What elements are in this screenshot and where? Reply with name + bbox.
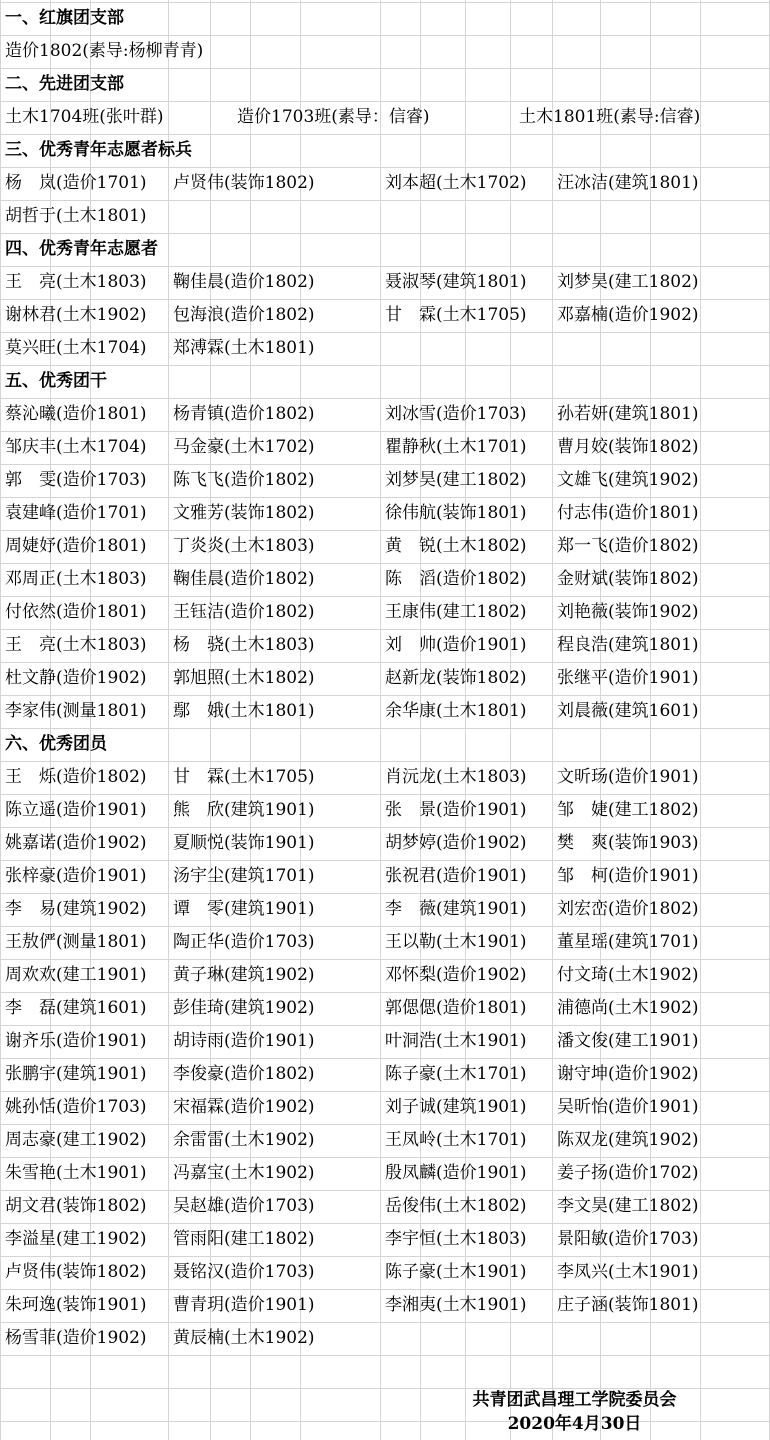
honoree-entry: 胡哲于(土木1801) [5, 206, 147, 226]
honoree-entry: 包海浪(造价1802) [173, 305, 315, 325]
honoree-entry: 黄子琳(建筑1902) [173, 965, 315, 985]
table-row [0, 596, 770, 629]
honoree-entry: 丁炎炎(土木1803) [173, 536, 315, 556]
honoree-entry: 叶洞浩(土木1901) [385, 1031, 527, 1051]
grid-line-horizontal [0, 695, 770, 696]
honoree-entry: 张祝君(造价1901) [385, 866, 527, 886]
grid-line-horizontal [0, 497, 770, 498]
honoree-entry: 程良浩(建筑1801) [557, 635, 699, 655]
honoree-entry: 周欢欢(建工1901) [5, 965, 147, 985]
grid-line-horizontal [0, 992, 770, 993]
honoree-entry: 土木1704班(张叶群) [5, 107, 164, 127]
table-row [0, 1091, 770, 1124]
table-row [0, 629, 770, 662]
honoree-entry: 李文昊(建工1802) [557, 1196, 699, 1216]
honoree-entry: 汪冰洁(建筑1801) [557, 173, 699, 193]
table-row [0, 35, 770, 68]
honoree-entry: 陈双龙(建筑1902) [557, 1130, 699, 1150]
honoree-entry: 王 亮(土木1803) [5, 272, 147, 292]
honoree-entry: 胡文君(装饰1802) [5, 1196, 147, 1216]
honoree-entry: 付依然(造价1801) [5, 602, 147, 622]
grid-line-horizontal [0, 959, 770, 960]
issuer-organization: 共青团武昌理工学院委员会 [472, 1390, 677, 1410]
honoree-entry: 李家伟(测量1801) [5, 701, 147, 721]
honoree-entry: 邹 柯(造价1901) [557, 866, 699, 886]
honoree-entry: 浦德尚(土木1902) [557, 998, 699, 1018]
issue-date: 2020年4月30日 [507, 1414, 642, 1434]
honoree-entry: 蔡沁曦(造价1801) [5, 404, 147, 424]
honoree-entry: 黄 锐(土木1802) [385, 536, 527, 556]
honoree-entry: 陈立遥(造价1901) [5, 800, 147, 820]
honoree-entry: 殷凤麟(造价1901) [385, 1163, 527, 1183]
honoree-entry: 邹 婕(建工1802) [557, 800, 699, 820]
honoree-entry: 李湘夷(土木1901) [385, 1295, 527, 1315]
honoree-entry: 刘 帅(造价1901) [385, 635, 527, 655]
honoree-entry: 鄢 娥(土木1801) [173, 701, 315, 721]
honoree-entry: 赵新龙(装饰1802) [385, 668, 527, 688]
table-row [0, 1322, 770, 1355]
section-heading: 二、先进团支部 [5, 74, 124, 94]
honoree-entry: 瞿静秋(土木1701) [385, 437, 527, 457]
section-heading: 一、红旗团支部 [5, 8, 124, 28]
section-heading: 六、优秀团员 [5, 734, 107, 754]
table-row [0, 530, 770, 563]
honoree-entry: 王以勒(土木1901) [385, 932, 527, 952]
honoree-entry: 彭佳琦(建筑1902) [173, 998, 315, 1018]
honoree-entry: 郭 雯(造价1703) [5, 470, 147, 490]
table-row [0, 860, 770, 893]
honoree-entry: 文昕玚(造价1901) [557, 767, 699, 787]
grid-line-horizontal [0, 1322, 770, 1323]
honoree-entry: 谢齐乐(造价1901) [5, 1031, 147, 1051]
table-row [0, 1190, 770, 1223]
honoree-entry: 庄子涵(装饰1801) [557, 1295, 699, 1315]
honoree-entry: 熊 欣(建筑1901) [173, 800, 315, 820]
honoree-entry: 景阳敏(造价1703) [557, 1229, 699, 1249]
grid-line-horizontal [0, 1355, 770, 1356]
honoree-entry: 郭偲偲(造价1801) [385, 998, 527, 1018]
honoree-entry: 邓嘉楠(造价1902) [557, 305, 699, 325]
honoree-entry: 邓怀梨(造价1902) [385, 965, 527, 985]
honoree-entry: 刘宏峦(造价1802) [557, 899, 699, 919]
table-row [0, 794, 770, 827]
honoree-entry: 周婕妤(造价1801) [5, 536, 147, 556]
honoree-entry: 王凤岭(土木1701) [385, 1130, 527, 1150]
honoree-entry: 樊 爽(装饰1903) [557, 833, 699, 853]
grid-line-horizontal [0, 827, 770, 828]
table-row [0, 761, 770, 794]
honoree-entry: 曹月姣(装饰1802) [557, 437, 699, 457]
grid-line-horizontal [0, 1124, 770, 1125]
honoree-entry: 张鹏宇(建筑1901) [5, 1064, 147, 1084]
grid-line-horizontal [0, 662, 770, 663]
honoree-entry: 姚嘉诺(造价1902) [5, 833, 147, 853]
section-heading: 三、优秀青年志愿者标兵 [5, 140, 192, 160]
honoree-entry: 文雄飞(建筑1902) [557, 470, 699, 490]
grid-line-horizontal [0, 794, 770, 795]
grid-line-horizontal [0, 398, 770, 399]
grid-line-horizontal [0, 464, 770, 465]
honoree-entry: 吴昕怡(造价1901) [557, 1097, 699, 1117]
table-row [0, 959, 770, 992]
honoree-entry: 金财斌(装饰1802) [557, 569, 699, 589]
honoree-entry: 陈飞飞(造价1802) [173, 470, 315, 490]
honoree-entry: 张 景(造价1901) [385, 800, 527, 820]
honoree-entry: 夏顺悦(装饰1901) [173, 833, 315, 853]
grid-line-horizontal [0, 1190, 770, 1191]
grid-line-horizontal [0, 233, 770, 234]
grid-line-horizontal [0, 101, 770, 102]
honoree-entry: 黄辰楠(土木1902) [173, 1328, 315, 1348]
honoree-entry: 甘 霖(土木1705) [385, 305, 527, 325]
honoree-entry: 刘梦昊(建工1802) [557, 272, 699, 292]
table-row [0, 1025, 770, 1058]
grid-line-horizontal [0, 266, 770, 267]
honoree-entry: 朱珂逸(装饰1901) [5, 1295, 147, 1315]
grid-line-horizontal [0, 629, 770, 630]
honoree-entry: 陈 滔(造价1802) [385, 569, 527, 589]
grid-line-horizontal [0, 332, 770, 333]
honoree-entry: 徐伟航(装饰1801) [385, 503, 527, 523]
honoree-entry: 李 薇(建筑1901) [385, 899, 527, 919]
grid-line-horizontal [0, 893, 770, 894]
section-heading: 五、优秀团干 [5, 371, 107, 391]
honoree-entry: 刘子诚(建筑1901) [385, 1097, 527, 1117]
grid-line-horizontal [0, 431, 770, 432]
honoree-entry: 袁建峰(造价1701) [5, 503, 147, 523]
honoree-entry: 刘本超(土木1702) [385, 173, 527, 193]
honoree-entry: 李俊豪(造价1802) [173, 1064, 315, 1084]
grid-line-horizontal [0, 134, 770, 135]
table-row [0, 563, 770, 596]
honoree-entry: 邹庆丰(土木1704) [5, 437, 147, 457]
table-row [0, 1223, 770, 1256]
section-heading-row [0, 2, 770, 35]
table-row [0, 1157, 770, 1190]
honoree-entry: 聂铭汉(造价1703) [173, 1262, 315, 1282]
honoree-entry: 余雷雷(土木1902) [173, 1130, 315, 1150]
grid-line-horizontal [0, 35, 770, 36]
table-row [0, 332, 770, 365]
honoree-entry: 刘艳薇(装饰1902) [557, 602, 699, 622]
table-row [0, 1058, 770, 1091]
table-row [0, 299, 770, 332]
table-row [0, 200, 770, 233]
honoree-entry: 造价1802(素导:杨柳青青) [5, 41, 204, 61]
grid-line-horizontal [0, 1289, 770, 1290]
table-row [0, 662, 770, 695]
honoree-entry: 岳俊伟(土木1802) [385, 1196, 527, 1216]
honoree-entry: 付文琦(土木1902) [557, 965, 699, 985]
table-row [0, 431, 770, 464]
grid-line-horizontal [0, 365, 770, 366]
honoree-entry: 刘梦昊(建工1802) [385, 470, 527, 490]
honoree-entry: 马金豪(土木1702) [173, 437, 315, 457]
honoree-entry: 鞠佳晨(造价1802) [173, 272, 315, 292]
honoree-entry: 汤宇尘(建筑1701) [173, 866, 315, 886]
honoree-entry: 付志伟(造价1801) [557, 503, 699, 523]
honoree-entry: 郑一飞(造价1802) [557, 536, 699, 556]
honoree-entry: 王敖俨(测量1801) [5, 932, 147, 952]
honoree-entry: 潘文俊(建工1901) [557, 1031, 699, 1051]
honoree-entry: 周志豪(建工1902) [5, 1130, 147, 1150]
honoree-entry: 陈子豪(土木1901) [385, 1262, 527, 1282]
grid-line-horizontal [0, 563, 770, 564]
honoree-entry: 文雅芳(装饰1802) [173, 503, 315, 523]
grid-line-horizontal [0, 167, 770, 168]
honoree-entry: 董星瑶(建筑1701) [557, 932, 699, 952]
grid-line-horizontal [0, 68, 770, 69]
table-row [0, 101, 770, 134]
grid-line-horizontal [0, 530, 770, 531]
honoree-entry: 谭 零(建筑1901) [173, 899, 315, 919]
table-row [0, 926, 770, 959]
table-row [0, 1124, 770, 1157]
honoree-entry: 陶正华(造价1703) [173, 932, 315, 952]
grid-line-horizontal [0, 761, 770, 762]
honoree-entry: 郑溥霖(土木1801) [173, 338, 315, 358]
honoree-entry: 李溢星(建工1902) [5, 1229, 147, 1249]
honoree-entry: 谢守坤(造价1902) [557, 1064, 699, 1084]
table-row [0, 695, 770, 728]
honoree-entry: 张梓豪(造价1901) [5, 866, 147, 886]
grid-line-horizontal [0, 1157, 770, 1158]
grid-line-horizontal [0, 596, 770, 597]
grid-line-horizontal [0, 2, 770, 3]
honoree-entry: 姜子扬(造价1702) [557, 1163, 699, 1183]
honoree-entry: 莫兴旺(土木1704) [5, 338, 147, 358]
honoree-entry: 卢贤伟(装饰1802) [173, 173, 315, 193]
grid-line-horizontal [0, 1091, 770, 1092]
honoree-entry: 孙若妍(建筑1801) [557, 404, 699, 424]
honoree-entry: 刘冰雪(造价1703) [385, 404, 527, 424]
honoree-entry: 鞠佳晨(造价1802) [173, 569, 315, 589]
section-heading-row [0, 728, 770, 761]
table-row [0, 992, 770, 1025]
honoree-entry: 朱雪艳(土木1901) [5, 1163, 147, 1183]
grid-line-horizontal [0, 926, 770, 927]
honoree-entry: 郭旭照(土木1802) [173, 668, 315, 688]
honoree-entry: 姚孙恬(造价1703) [5, 1097, 147, 1117]
honoree-entry: 王 烁(造价1802) [5, 767, 147, 787]
honoree-entry: 肖沅龙(土木1803) [385, 767, 527, 787]
grid-line-horizontal [0, 1223, 770, 1224]
grid-line-horizontal [0, 299, 770, 300]
table-row [0, 398, 770, 431]
section-heading-row [0, 134, 770, 167]
honoree-entry: 宋福霖(造价1902) [173, 1097, 315, 1117]
grid-line-horizontal [0, 1025, 770, 1026]
honoree-entry: 王康伟(建工1802) [385, 602, 527, 622]
honoree-entry: 谢林君(土木1902) [5, 305, 147, 325]
honoree-entry: 管雨阳(建工1802) [173, 1229, 315, 1249]
table-row [0, 893, 770, 926]
honoree-entry: 李凤兴(土木1901) [557, 1262, 699, 1282]
honoree-entry: 甘 霖(土木1705) [173, 767, 315, 787]
grid-line-horizontal [0, 728, 770, 729]
honoree-entry: 吴赵雄(造价1703) [173, 1196, 315, 1216]
table-row [0, 497, 770, 530]
table-row [0, 464, 770, 497]
honoree-entry: 王钰洁(造价1802) [173, 602, 315, 622]
section-heading: 四、优秀青年志愿者 [5, 239, 158, 259]
honoree-entry: 杨 骁(土木1803) [173, 635, 315, 655]
honoree-entry: 李 易(建筑1902) [5, 899, 147, 919]
honoree-entry: 土木1801班(素导:信睿) [519, 107, 701, 127]
honoree-entry: 杜文静(造价1902) [5, 668, 147, 688]
honoree-entry: 聂淑琴(建筑1801) [385, 272, 527, 292]
honoree-entry: 造价1703班(素导：信睿) [237, 107, 430, 127]
honoree-entry: 胡诗雨(造价1901) [173, 1031, 315, 1051]
grid-line-horizontal [0, 200, 770, 201]
honoree-entry: 杨 岚(造价1701) [5, 173, 147, 193]
honoree-entry: 曹青玥(造价1901) [173, 1295, 315, 1315]
section-heading-row [0, 365, 770, 398]
honoree-entry: 冯嘉宝(土木1902) [173, 1163, 315, 1183]
table-row [0, 1289, 770, 1322]
honoree-entry: 李宇恒(土木1803) [385, 1229, 527, 1249]
honoree-entry: 张继平(造价1901) [557, 668, 699, 688]
section-heading-row [0, 233, 770, 266]
grid-line-horizontal [0, 1058, 770, 1059]
honoree-entry: 陈子豪(土木1701) [385, 1064, 527, 1084]
table-row [0, 167, 770, 200]
honoree-entry: 胡梦婷(造价1902) [385, 833, 527, 853]
section-heading-row [0, 68, 770, 101]
honoree-entry: 卢贤伟(装饰1802) [5, 1262, 147, 1282]
table-row [0, 266, 770, 299]
table-row [0, 1256, 770, 1289]
honoree-entry: 杨雪菲(造价1902) [5, 1328, 147, 1348]
grid-line-horizontal [0, 1256, 770, 1257]
honoree-entry: 杨青镇(造价1802) [173, 404, 315, 424]
honoree-entry: 邓周正(土木1803) [5, 569, 147, 589]
honoree-entry: 李 磊(建筑1601) [5, 998, 147, 1018]
grid-line-horizontal [0, 860, 770, 861]
honoree-entry: 刘晨薇(建筑1601) [557, 701, 699, 721]
honoree-entry: 余华康(土木1801) [385, 701, 527, 721]
honoree-entry: 王 亮(土木1803) [5, 635, 147, 655]
table-row [0, 827, 770, 860]
